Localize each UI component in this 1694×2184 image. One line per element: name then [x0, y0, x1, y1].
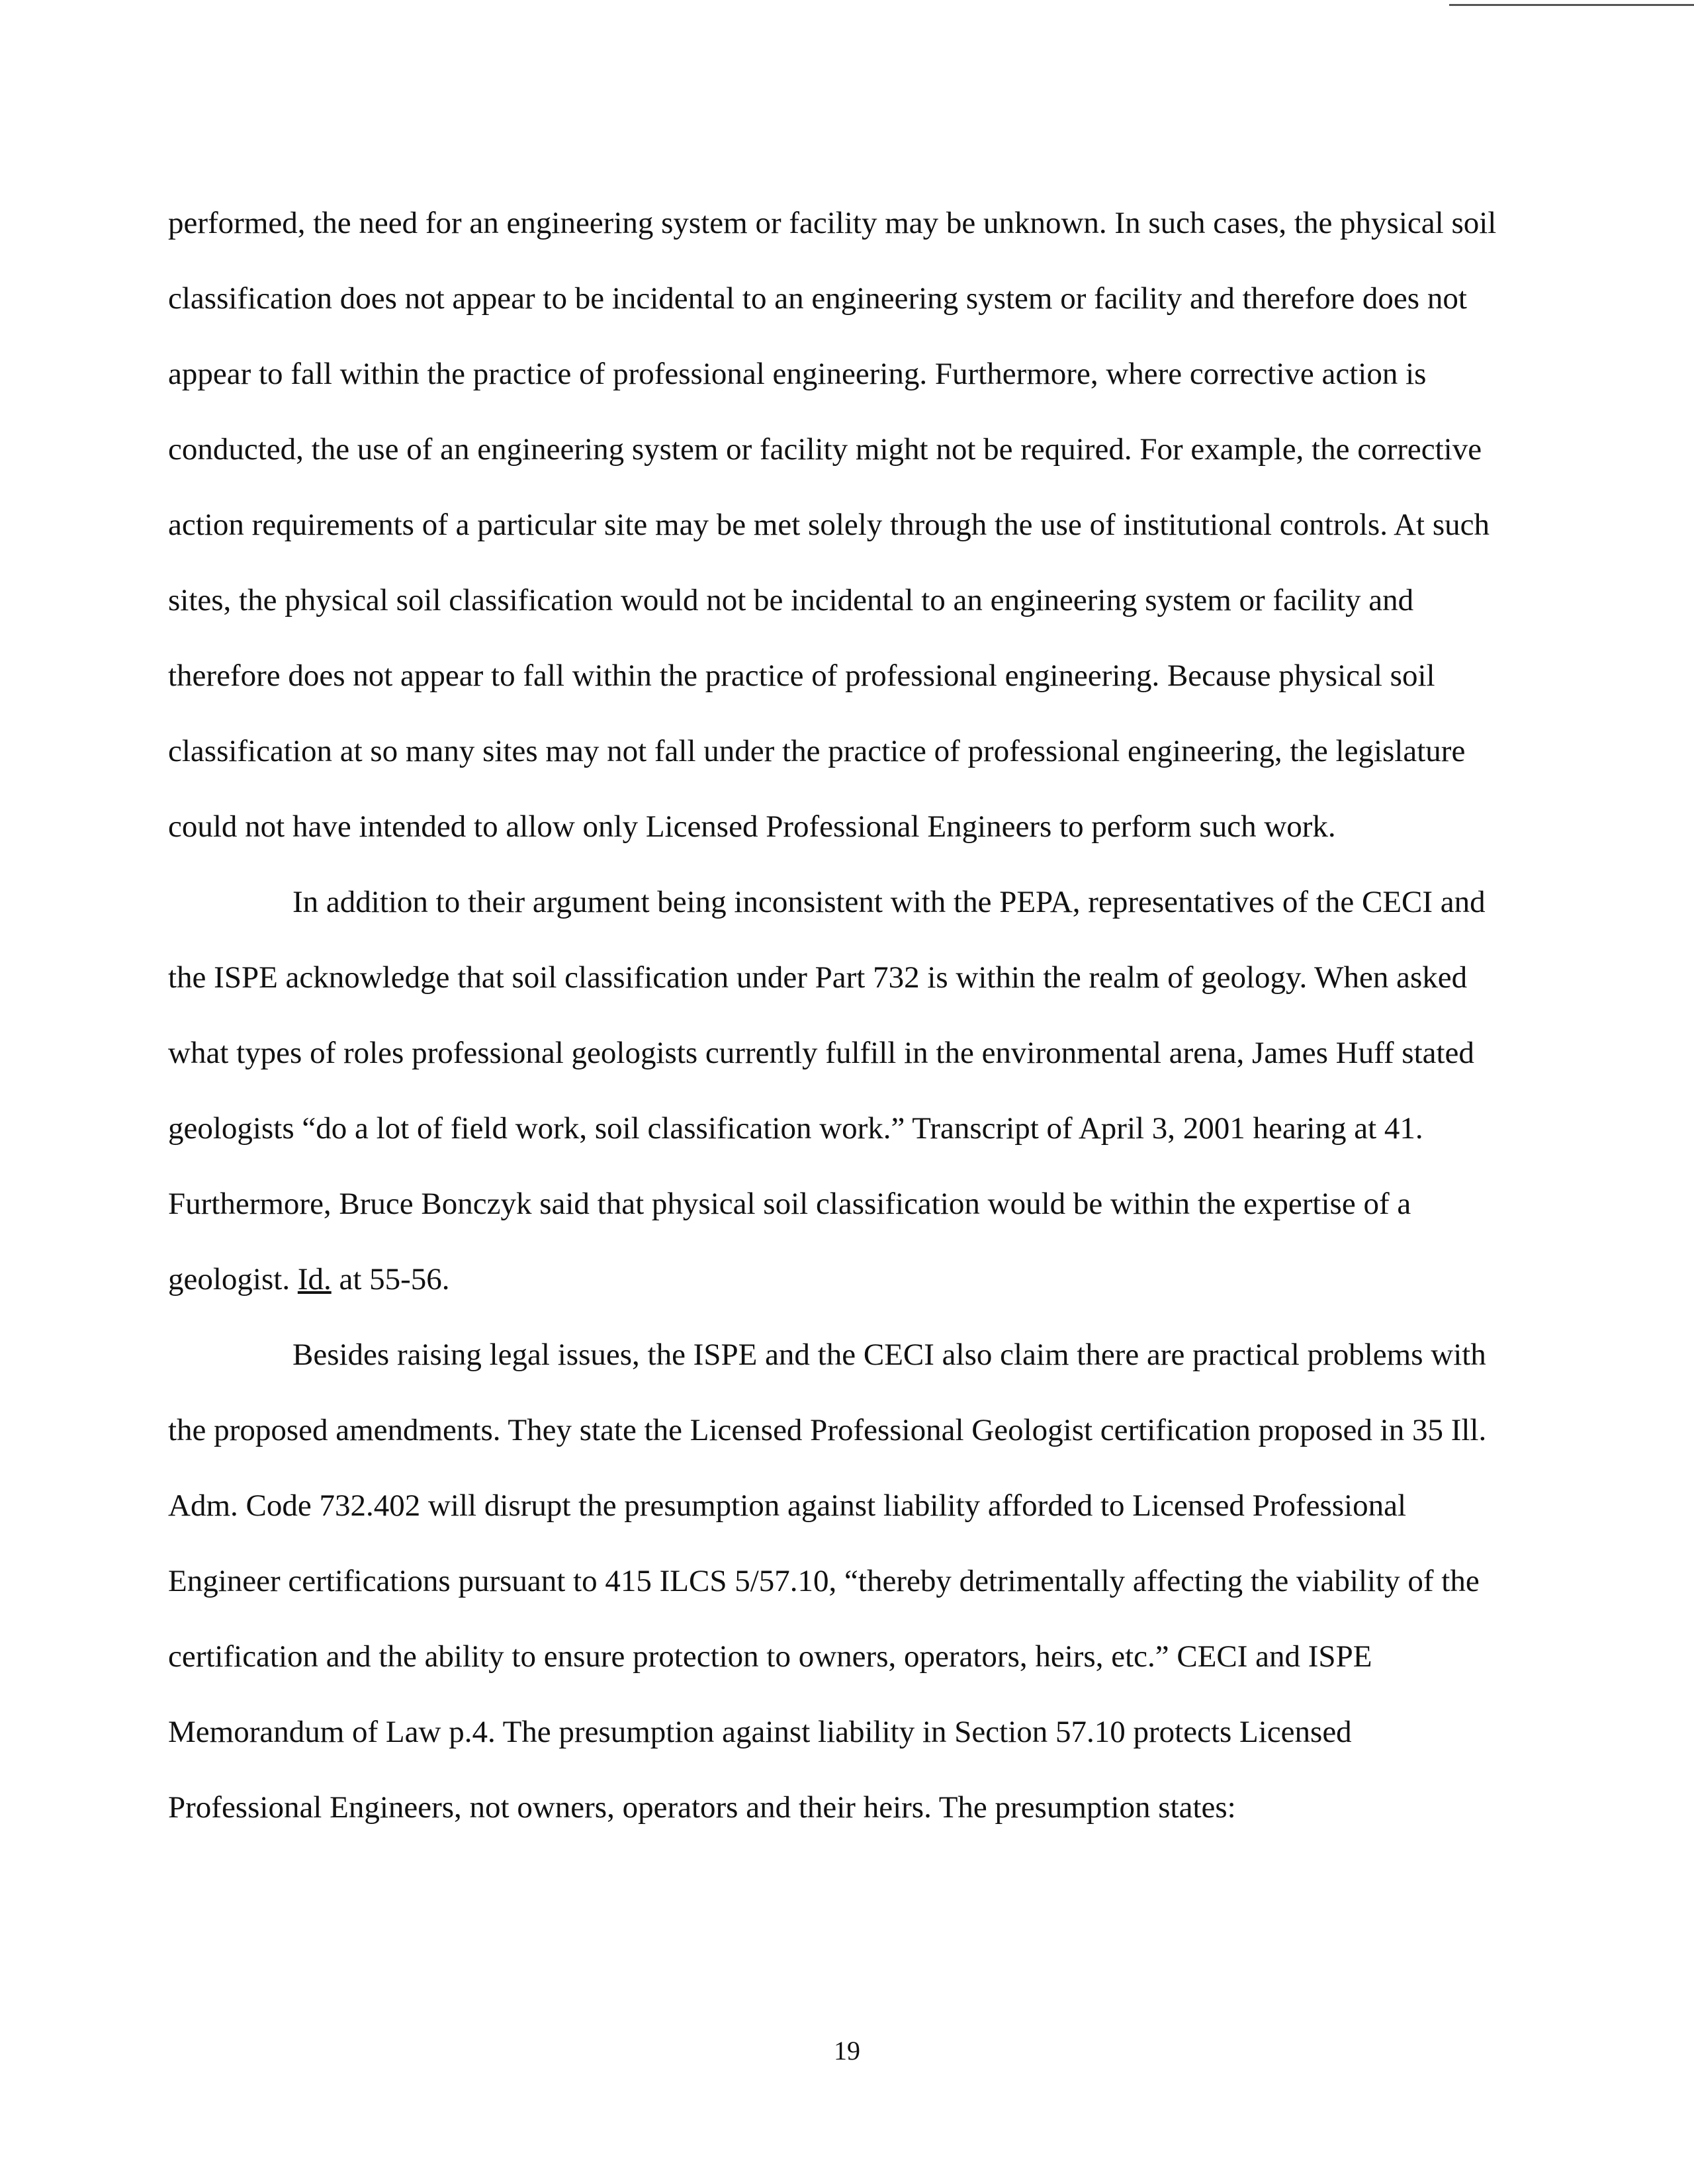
- page-number: 19: [834, 2036, 860, 2066]
- paragraph-text: at 55-56.: [331, 1262, 450, 1297]
- scan-edge-rule: [1449, 4, 1694, 6]
- paragraph-continuation: performed, the need for an engineering system or facility may be unknown. In such cases, the physical soil classification does not appear to be incidental to an engineering system or facility and therefore does not appear to fall within the practice of professional engineering. Furthermore, where corrective action is conducted, the use of an engineering system or facility might not be required. For example, the corrective action requirements of a particular site may be met solely through the use of institutional controls. At such sites, the physical soil classification would not be incidental to an engineering system or facility and therefore does not appear to fall within the practice of professional engineering. Because physical soil classification at so many sites may not fall under the practice of professional engineering, the legislature could not have intended to allow only Licensed Professional Engineers to perform such work.: [168, 206, 1497, 844]
- paragraph-text: In addition to their argument being inconsistent with the PEPA, representatives of the CECI and the ISPE acknowledge that soil classification under Part 732 is within the realm of geology. When asked what types of roles professional geologists currently fulfill in the environmental arena, James Huff stated geologists “do a lot of field work, soil classification work.” Transcript of April 3, 2001 hearing at 41. Furthermore, Bruce Bonczyk said that physical soil classification would be within the expertise of a geologist.: [168, 885, 1486, 1297]
- paragraph-geology-acknowledgment: [168, 864, 1498, 1317]
- citation-id: Id.: [297, 1262, 332, 1297]
- paragraph-practical-problems: Besides raising legal issues, the ISPE and the CECI also claim there are practical problems with the proposed amendments. They state the Licensed Professional Geologist certification proposed in 35 Ill. Adm. Code 732.402 will disrupt the presumption against liability afforded to Licensed Professional Engineer certifications pursuant to 415 ILCS 5/57.10, “thereby detrimentally affecting the viability of the certification and the ability to ensure protection to owners, operators, heirs, etc.” CECI and ISPE Memorandum of Law p.4. The presumption against liability in Section 57.10 protects Licensed Professional Engineers, not owners, operators and their heirs. The presumption states:: [168, 1338, 1487, 1825]
- document-body: [168, 185, 1498, 1845]
